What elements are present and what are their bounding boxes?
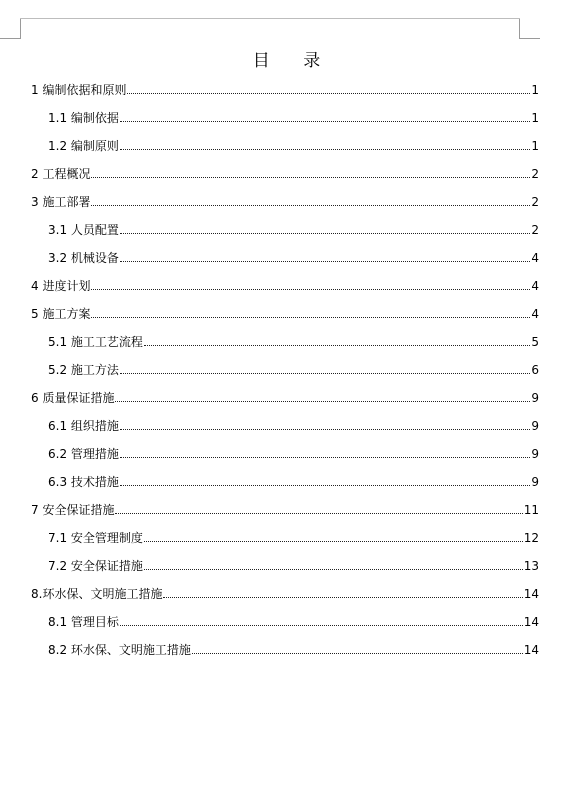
toc-dot-leader — [91, 305, 530, 318]
toc-entry-text: 1.2 编制原则 — [48, 139, 119, 153]
toc-dot-leader — [91, 165, 530, 178]
toc-entry[interactable] — [31, 529, 539, 557]
toc-dot-leader — [120, 445, 530, 458]
toc-page-number: 6 — [531, 363, 539, 377]
toc-dot-leader — [120, 361, 530, 374]
toc-dot-leader — [115, 501, 522, 514]
toc-entry[interactable] — [31, 585, 539, 613]
toc-page-number: 13 — [523, 559, 539, 573]
toc-entry[interactable] — [31, 109, 539, 137]
toc-dot-leader — [120, 221, 530, 234]
toc-dot-leader — [115, 389, 530, 402]
toc-dot-leader — [144, 529, 523, 542]
crop-mark-top-right — [519, 18, 540, 39]
toc-entry-text: 3 施工部署 — [31, 195, 91, 209]
toc-entry[interactable] — [31, 417, 539, 445]
toc-entry[interactable] — [31, 473, 539, 501]
crop-mark-top-left — [0, 18, 21, 39]
toc-dot-leader — [120, 109, 530, 122]
toc-dot-leader — [127, 81, 530, 94]
toc-page-number: 1 — [531, 111, 539, 125]
toc-page-number: 4 — [531, 279, 539, 293]
toc-page-number: 12 — [523, 531, 539, 545]
toc-entry-text: 1.1 编制依据 — [48, 111, 119, 125]
toc-page-number: 9 — [531, 391, 539, 405]
toc-page-number: 14 — [523, 587, 539, 601]
toc-entry-text: 7 安全保证措施 — [31, 503, 115, 517]
toc-entry[interactable] — [31, 445, 539, 473]
toc-page-number: 5 — [531, 335, 539, 349]
toc-entry-text: 5 施工方案 — [31, 307, 91, 321]
toc-entry-text: 6.3 技术措施 — [48, 475, 119, 489]
toc-page-number: 14 — [523, 615, 539, 629]
toc-dot-leader — [163, 585, 522, 598]
toc-entry[interactable] — [31, 389, 539, 417]
toc-entry[interactable] — [31, 249, 539, 277]
toc-dot-leader — [120, 613, 523, 626]
toc-entry-text: 6 质量保证措施 — [31, 391, 115, 405]
toc-dot-leader — [120, 137, 530, 150]
toc-entry[interactable] — [31, 333, 539, 361]
toc-entry[interactable] — [31, 165, 539, 193]
toc-page-number: 2 — [531, 195, 539, 209]
toc-entry[interactable] — [31, 557, 539, 585]
toc-entry[interactable] — [31, 305, 539, 333]
toc-dot-leader — [144, 557, 523, 570]
toc-entry-text: 1 编制依据和原则 — [31, 83, 127, 97]
toc-entry-text: 8.环水保、文明施工措施 — [31, 587, 163, 601]
toc-entry-text: 8.2 环水保、文明施工措施 — [48, 643, 191, 657]
toc-dot-leader — [192, 641, 523, 654]
toc-entry[interactable] — [31, 277, 539, 305]
toc-entry[interactable] — [31, 641, 539, 669]
toc-entry-text: 7.1 安全管理制度 — [48, 531, 143, 545]
toc-page-number: 9 — [531, 475, 539, 489]
toc-page-number: 1 — [531, 83, 539, 97]
toc-entry[interactable] — [31, 501, 539, 529]
toc-entry-text: 2 工程概况 — [31, 167, 91, 181]
toc-page-number: 9 — [531, 419, 539, 433]
toc-page-number: 2 — [531, 223, 539, 237]
toc-entry[interactable] — [31, 193, 539, 221]
toc-page-number: 4 — [531, 307, 539, 321]
toc-dot-leader — [91, 193, 530, 206]
toc-entry-text: 3.1 人员配置 — [48, 223, 119, 237]
toc-page-number: 11 — [523, 503, 539, 517]
table-of-contents — [31, 81, 539, 669]
toc-entry-text: 5.2 施工方法 — [48, 363, 119, 377]
toc-page-number: 9 — [531, 447, 539, 461]
toc-title: 目 录 — [252, 51, 335, 71]
toc-entry-text: 3.2 机械设备 — [48, 251, 119, 265]
toc-dot-leader — [120, 249, 530, 262]
toc-page-number: 4 — [531, 251, 539, 265]
toc-entry[interactable] — [31, 221, 539, 249]
toc-entry[interactable] — [31, 81, 539, 109]
toc-entry-text: 7.2 安全保证措施 — [48, 559, 143, 573]
toc-dot-leader — [120, 473, 530, 486]
toc-page-number: 2 — [531, 167, 539, 181]
toc-page-number: 1 — [531, 139, 539, 153]
toc-dot-leader — [144, 333, 530, 346]
toc-entry-text: 6.2 管理措施 — [48, 447, 119, 461]
page-top-edge — [20, 18, 520, 19]
toc-entry[interactable] — [31, 361, 539, 389]
toc-page-number: 14 — [523, 643, 539, 657]
toc-entry-text: 5.1 施工工艺流程 — [48, 335, 143, 349]
toc-entry[interactable] — [31, 613, 539, 641]
toc-entry-text: 6.1 组织措施 — [48, 419, 119, 433]
toc-dot-leader — [91, 277, 530, 290]
toc-entry-text: 4 进度计划 — [31, 279, 91, 293]
toc-entry[interactable] — [31, 137, 539, 165]
toc-entry-text: 8.1 管理目标 — [48, 615, 119, 629]
toc-dot-leader — [120, 417, 530, 430]
